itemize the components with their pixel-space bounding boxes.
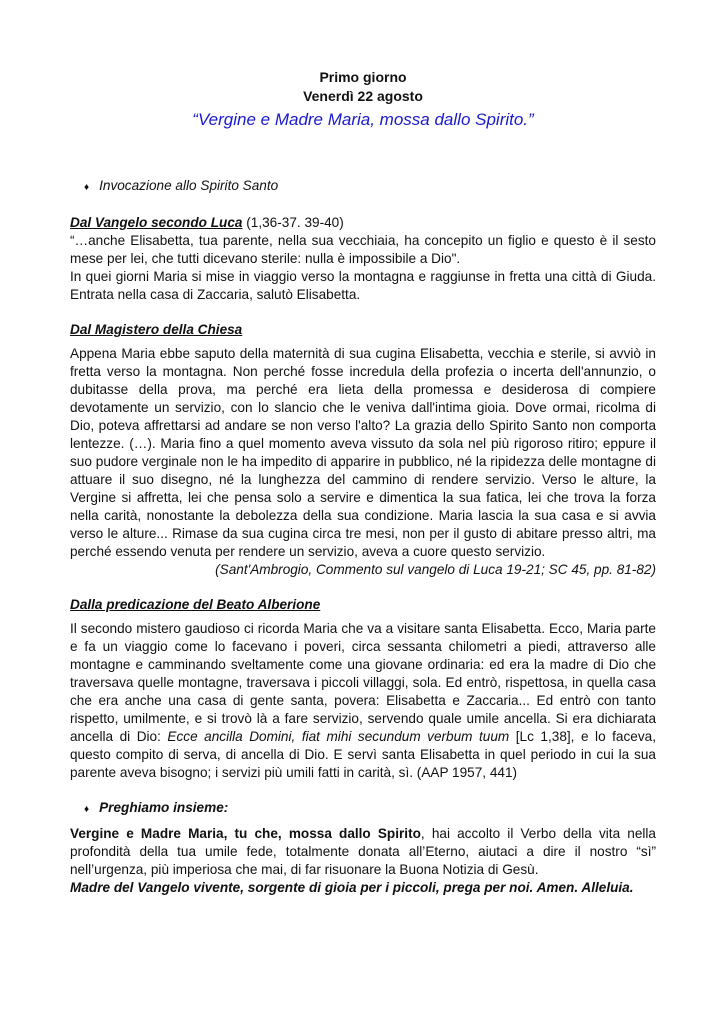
prayer-item — [70, 799, 656, 819]
gospel-heading: Dal Vangelo secondo Luca — [70, 215, 243, 230]
date-title: Venerdì 22 agosto — [303, 88, 423, 104]
alberione-text — [70, 620, 656, 782]
magisterium-citation: (Sant'Ambrogio, Commento sul vangelo di Luca 19-21; SC 45, pp. 81-82) — [215, 562, 656, 577]
magisterium-text: Appena Maria ebbe saputo della maternità di sua cugina Elisabetta, vecchia e sterile, si avviò in fretta verso la montagna. Non perché fosse incredula della profezia o incerta dell'annunzio, o dubitasse della prova, ma perché era lieta della promessa e desiderosa di compiere devotamente un servizio, con lo slancio che le veniva dall'intima gioia. Dove ormai, ricolma di Dio, poteva affrettarsi ad andare se non verso l'alto? La grazia dello Spirito Santo non comporta lentezze. (…). Maria fino a quel momento aveva vissuto da sola nel più rigoroso ritiro; eppure il suo pudore verginale non le ha impedito di apparire in pubblico, né la ripidezza delle montagne di attuare il suo disegno, né la lunghezza del cammino di rendere servizio. Verso le alture, la Vergine si affretta, lei che pensa solo a servire e dimentica la sua fatica, lei che trova la forza nella carità, nonostante la debolezza della sua condizione. Maria lascia la sua casa e si avvia verso le alture... Rimase da sua cugina circa tre mesi, non per il gusto di abitare presso altri, ma perché essendo venuta per rendere un servizio, aveva a cuore questo servizio. — [70, 346, 656, 559]
prayer-bold-lead: Vergine e Madre Maria, tu che, mossa dallo Spirito — [70, 826, 421, 841]
document-content — [70, 68, 656, 897]
alberione-text-a: Il secondo mistero gaudioso ci ricorda Maria che va a visitare santa Elisabetta. Ecco, Maria parte e fa un viaggio come lo facevano i poveri, circa sessanta chilometri a piedi, attraverso alle montagne e camminando sveltamente come una giovane ordinaria: ed era la madre di Dio che traversava quelle montagne, traversava i piccoli villaggi, sola. Ed entrò, rispettosa, in quella casa che era anche una casa di gente santa, povera: Elisabetta e Zaccaria... Ed entrò con tanto rispetto, umilmente, e si trovò là a fare servizio, servendo quale umile ancella. Si era dichiarata ancella di Dio: — [70, 621, 656, 744]
invocation-label: Invocazione allo Spirito Santo — [99, 178, 279, 193]
alberione-latin-quote: Ecce ancilla Domini, fiat mihi secundum verbum tuum — [167, 729, 510, 744]
alberione-heading: Dalla predicazione del Beato Alberione — [70, 597, 321, 612]
prayer-label: Preghiamo insieme: — [99, 800, 229, 815]
gospel-paragraph-2: In quei giorni Maria si mise in viaggio verso la montagna e raggiunse in fretta una città di Giuda. Entrata nella casa di Zaccaria, salutò Elisabetta. — [70, 269, 656, 302]
gospel-paragraph-1: “…anche Elisabetta, tua parente, nella sua vecchiaia, ha concepito un figlio e questo è il sesto mese per lei, che tutti dicevano sterile: nulla è impossibile a Dio". — [70, 233, 656, 266]
alberione-text-b: [Lc 1,38], e lo faceva, questo compito di serva, di ancella di Dio. E servì santa Elisabetta in quel periodo in cui la sua parente aveva bisogno; i servizi più umili fatti in carità, sì. (AAP 1957, 441) — [70, 729, 656, 780]
prayer-body: , hai accolto il Verbo della vita nella profondità della tua umile fede, totalmente donata all’Eterno, aiutaci a dire il nostro “sì” nell’urgenza, più imperiosa che mai, di far risuonare la Buona Notizia di Gesù. — [70, 826, 656, 877]
prayer-closing: Madre del Vangelo vivente, sorgente di gioia per i piccoli, prega per noi. Amen. Alleluia. — [70, 880, 634, 895]
gospel-reference: (1,36-37. 39-40) — [242, 215, 344, 230]
diamond-bullet-icon: ♦ — [84, 182, 90, 193]
theme-quote: “Vergine e Madre Maria, mossa dallo Spirito.” — [192, 110, 534, 129]
gospel-heading-line — [70, 214, 656, 232]
magisterium-heading: Dal Magistero della Chiesa — [70, 322, 243, 337]
invocation-item — [70, 177, 656, 197]
diamond-bullet-icon: ♦ — [84, 804, 90, 815]
day-title: Primo giorno — [319, 69, 407, 85]
prayer-text — [70, 825, 656, 879]
